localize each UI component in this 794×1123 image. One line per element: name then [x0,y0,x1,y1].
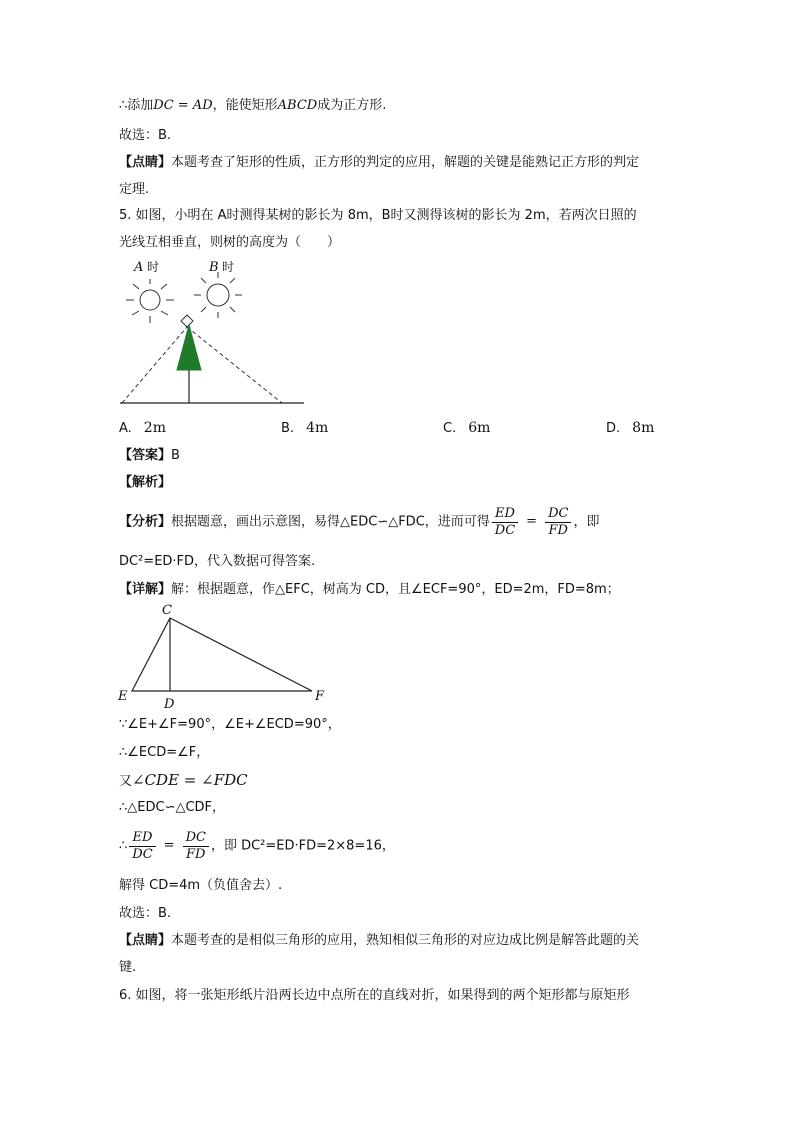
section-tag: 【答案】 [119,448,172,463]
equals: = [163,838,175,853]
proof-line-4: ∴△EDC∽△CDF， [119,800,226,815]
analysis-tag: 【解析】 [119,475,172,490]
section-tag: 【详解】 [119,582,172,597]
option-value: 2m [143,420,166,436]
fraction-dc-fd [545,506,571,539]
question-5-line-1: 5. 如图，小明在 A时测得某树的影长为 8m，B时又测得该树的影长为 2m，若两次日照的 [119,208,637,223]
denominator: FD [186,846,206,862]
label-e: E [118,689,128,704]
option-letter: C. [443,421,457,436]
label-c: C [162,603,172,618]
text: ，即 [573,514,600,530]
option-value: 8m [632,420,655,436]
dianjing-line [119,154,639,172]
xiangjie-line [119,581,620,599]
dianjing-2-line-2: 键. [119,960,137,975]
answer-line [119,447,180,465]
option-b[interactable] [281,420,328,436]
option-a[interactable] [119,420,166,436]
ray-a [122,327,187,403]
math-angle-equality: ∠CDE = ∠FDC [132,771,248,789]
proof-line-1: ∵∠E+∠F=90°，∠E+∠ECD=90°， [119,717,341,732]
option-letter: B. [281,421,295,436]
tree-icon [177,325,201,370]
choose-line: 故选：B. [119,128,172,143]
option-c[interactable] [443,420,490,436]
numerator: ED [492,506,518,523]
question-5-line-2: 光线互相垂直，则树的高度为（ ） [119,235,341,250]
option-letter: A. [119,421,132,436]
denominator: FD [548,522,568,538]
answer-value: B [171,448,180,463]
fraction-ed-dc [492,506,518,539]
text: ∴添加 [119,98,154,113]
text: ，即 DC²=ED·FD=2×8=16， [210,838,395,854]
text: 又 [119,774,133,789]
tree-shadow-figure [112,255,312,415]
text: 本题考查了矩形的性质，正方形的判定的应用，解题的关键是能熟记正方形的判定 [171,155,640,170]
dianjing-line-2: 定理. [119,182,150,197]
numerator: DC [183,830,209,847]
numerator: DC [545,506,571,523]
text: 本题考查的是相似三角形的应用，熟知相似三角形的对应边成比例是解答此题的关 [171,933,640,948]
proof-line-2: ∴∠ECD=∠F， [119,745,210,760]
option-value: 6m [468,420,491,436]
denominator: DC [132,846,153,862]
label-b: B [209,260,219,275]
label-a-suffix: 时 [147,260,160,274]
option-d[interactable] [606,420,654,436]
fraction-dc-fd [183,830,209,863]
numerator: ED [129,830,155,847]
text: 根据题意，画出示意图，易得△EDC∽△FDC，进而可得 [171,514,490,530]
option-value: 4m [306,420,329,436]
text: 成为正方形. [317,98,387,113]
section-tag: 【点睛】 [119,933,172,948]
section-tag: 【点睛】 [119,155,172,170]
option-letter: D. [606,421,621,436]
math-abcd: ABCD [277,98,318,113]
fenxi-line-2: DC²=ED·FD，代入数据可得答案. [119,554,316,569]
label-d: D [164,697,175,712]
label-f: F [315,689,325,704]
conclusion-line [119,97,386,115]
equals: = [526,514,538,529]
question-6-line: 6. 如图，将一张矩形纸片沿两长边中点所在的直线对折，如果得到的两个矩形都与原矩形 [119,988,630,1003]
sun-b-icon [194,272,242,318]
right-angle-mark [181,315,193,327]
dianjing-2-line [119,932,639,950]
text: 解：根据题意，作△EFC，树高为 CD，且∠ECF=90°，ED=2m，FD=8m； [171,582,620,597]
section-tag: 【分析】 [119,514,172,530]
proof-line-5 [119,827,395,866]
triangle-efc [132,618,312,691]
math-dc-ad: DC = AD [153,98,213,113]
proof-line-6: 解得 CD=4m（负值舍去）. [119,878,283,893]
label-b-suffix: 时 [222,260,235,274]
proof-line-3 [119,771,248,791]
label-a: A [134,260,144,275]
sun-a-icon [126,279,174,323]
text: ∴ [119,838,128,854]
fenxi-line [119,503,599,542]
ray-b [187,327,282,403]
triangle-figure [112,600,332,712]
fraction-ed-dc [129,830,155,863]
proof-line-7: 故选：B. [119,906,172,921]
text: ，能使矩形 [212,98,278,113]
denominator: DC [494,522,516,538]
